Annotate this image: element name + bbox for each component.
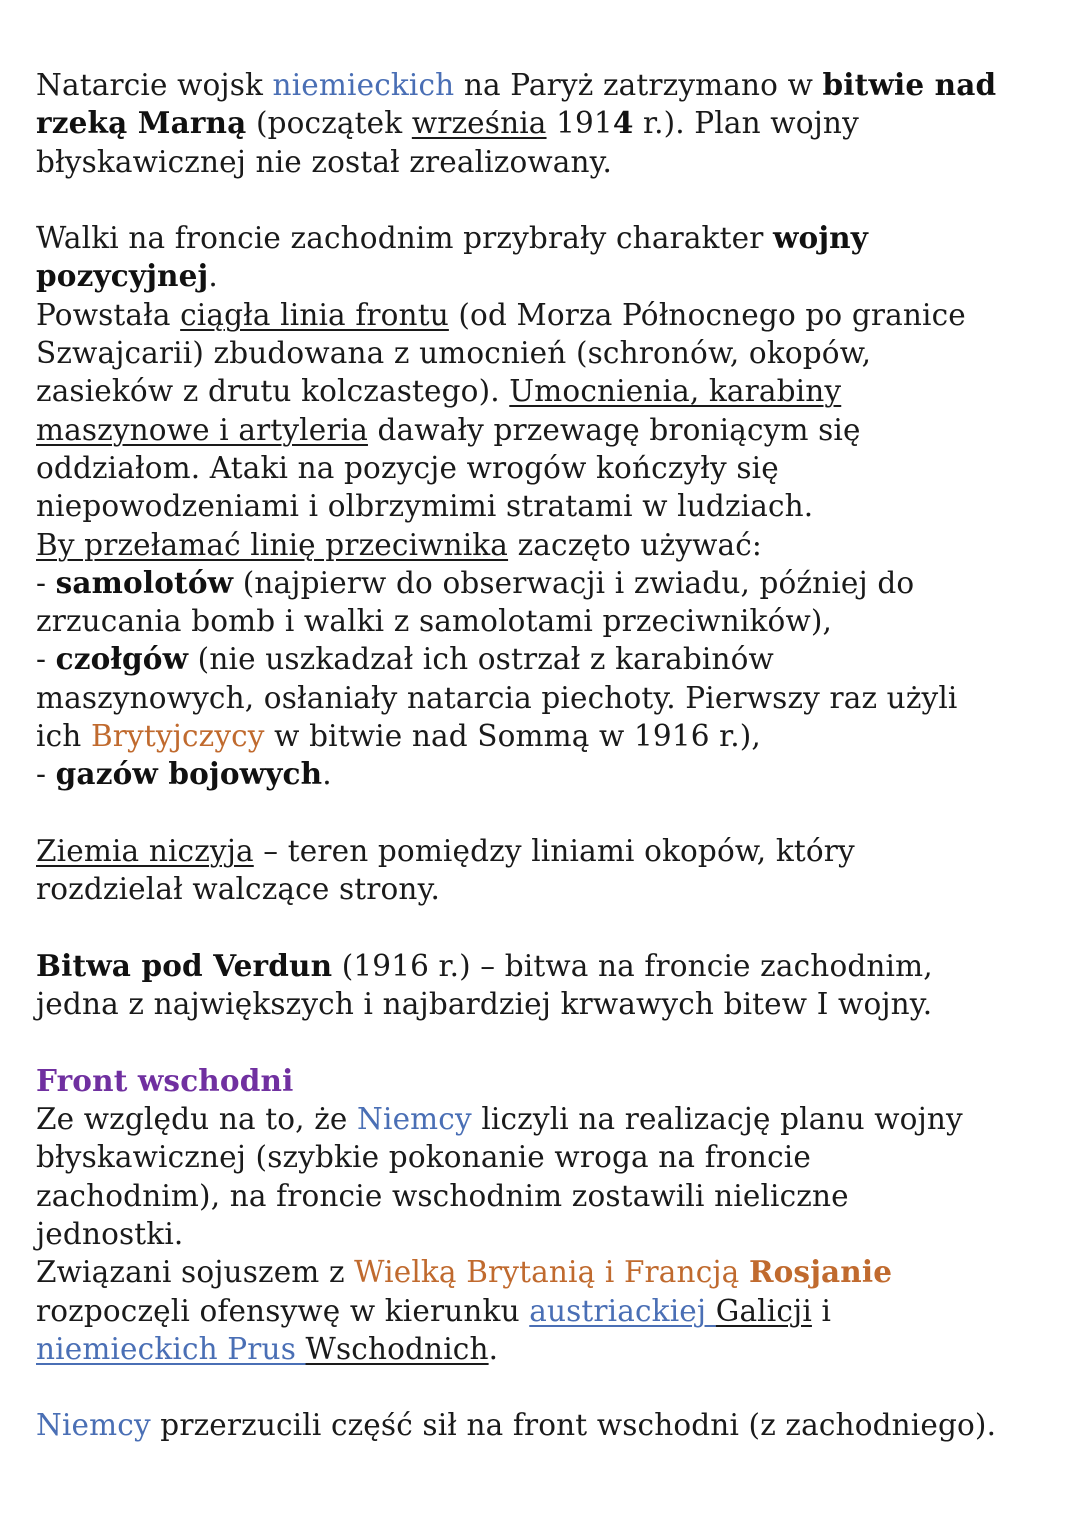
list-item-samoloty: - samolotów (najpierw do obserwacji i zwiadu, później do (36, 564, 915, 600)
document-page (36, 66, 1046, 1445)
paragraph-trench-war: Walki na froncie zachodnim przybrały charakter wojny pozycyjnej. Powstała ciągła linia frontu (od Morza Północnego po granice Szwajcarii) zbudowana z umocnień (schronów, okopów, zasieków z drutu kolczastego). Umocnienia, karabiny maszynowe i artyleria dawały przewagę broniącym się oddziałom. Ataki na pozycje wrogów kończyły się niepowodzeniami i olbrzymimi stratami w ludziach. By przełamać linię przeciwnika zaczęto używać: - samolotów (najpierw do obserwacji i zwiadu, później do zrzucania bomb i walki z samolotami przeciwników), - czołgów (nie uszkadzał ich ostrzał z karabinów maszynowych, osłaniały natarcia piechoty. Pierwszy raz użyli ich Brytyjczycy w bitwie nad Sommą w 1916 r.), - gazów bojowych. (36, 219, 1046, 793)
paragraph-verdun: Bitwa pod Verdun (1916 r.) – bitwa na froncie zachodnim, jedna z największych i najbardziej krwawych bitew I wojny. (36, 947, 933, 1022)
section-front-wschodni: Front wschodni Ze względu na to, że Niemcy liczyli na realizację planu wojny błyskawicznej (szybkie pokonanie wroga na froncie zachodnim), na froncie wschodnim zostawili nieliczne jednostki. Związani sojuszem z Wielką Brytanią i Francją Rosjanie rozpoczęli ofensywę w kierunku austriackiej Galicji i niemieckich Prus Wschodnich. (36, 1062, 1046, 1368)
term-wojna-pozycyjna: pozycyjnej (36, 258, 209, 294)
paragraph-niemcy-przerzucili: Niemcy przerzucili część sił na front wschodni (z zachodniego). (36, 1408, 997, 1443)
list-item-czolgi: - czołgów (nie uszkadzał ich ostrzał z karabinów (36, 641, 774, 677)
paragraph-marne: Natarcie wojsk niemieckich na Paryż zatrzymano w bitwie nad rzeką Marną (początek września 1914 r.). Plan wojny błyskawicznej nie został zrealizowany. (36, 67, 997, 179)
term-brytyjczycy: Brytyjczycy (90, 719, 265, 754)
section-heading: Front wschodni (36, 1062, 294, 1098)
term-niemieckich: niemieckich (272, 68, 455, 102)
list-item-gazy: - gazów bojowych. (36, 756, 332, 792)
term-bitwa-marna: rzeką Marną (36, 105, 247, 141)
paragraph-ziemia-niczyja: Ziemia niczyja – teren pomiędzy liniami okopów, który rozdzielał walczące strony. (36, 833, 855, 907)
